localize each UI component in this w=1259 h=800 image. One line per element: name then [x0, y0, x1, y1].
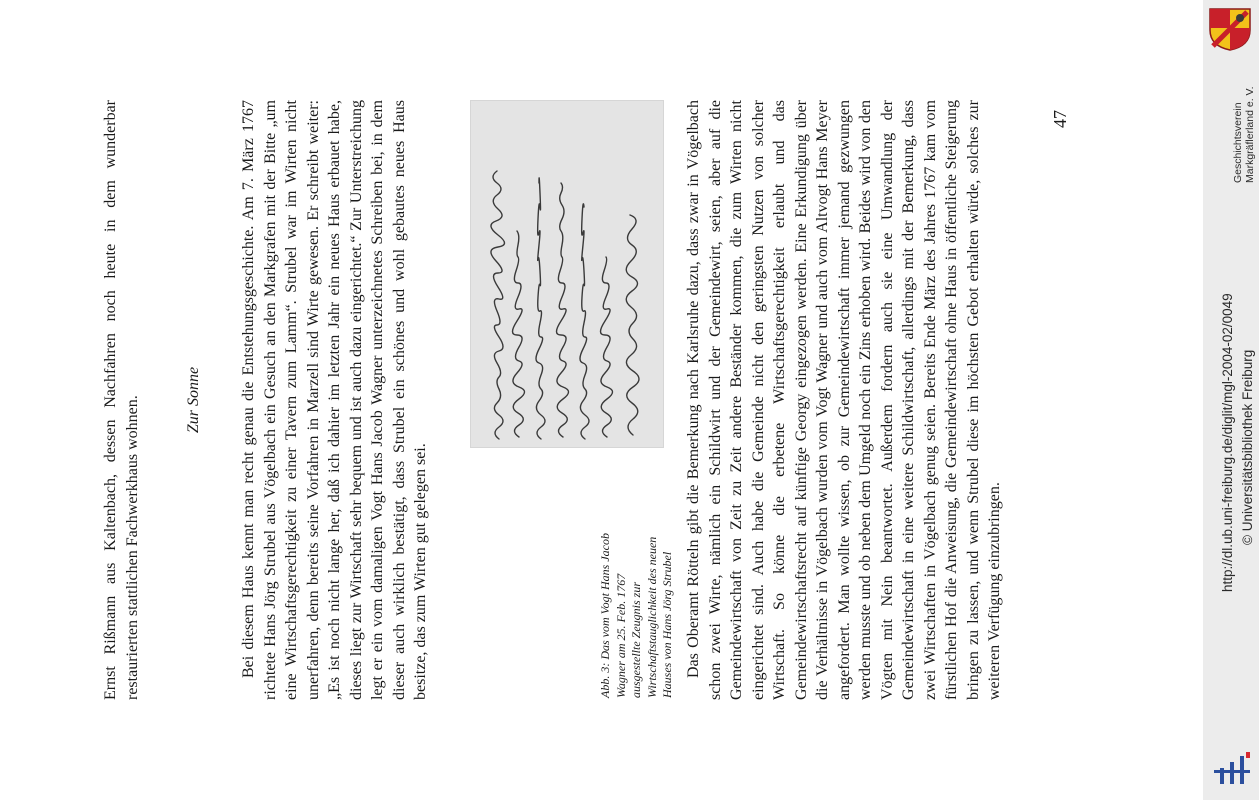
- society-name-line-2: Markgräflerland e. V.: [1244, 86, 1256, 183]
- section-heading: Zur Sonne: [185, 366, 202, 434]
- handwritten-document-image: [470, 100, 664, 448]
- copyright-notice: © Universitätsbibliothek Freiburg: [1240, 349, 1255, 545]
- coat-of-arms-icon: [1207, 6, 1253, 52]
- source-url-link[interactable]: http://dl.ub.uni-freiburg.de/diglit/mgl-2004-02/0049: [1220, 293, 1235, 592]
- university-library-logo-icon: [1210, 748, 1254, 792]
- society-name-line-1: Geschichtsverein: [1232, 102, 1244, 183]
- intro-paragraph: Ernst Rißmann aus Kaltenbach, dessen Nachfahren noch heute in dem wunderbar restaurierten stattlichen Fachwerkhaus wohnen.: [102, 100, 141, 700]
- page-number: 47: [1050, 110, 1070, 128]
- body-paragraph-1: Bei diesem Haus kennt man recht genau die Entstehungsgeschichte. Am 7. März 1767 richtete Hans Jörg Strubel aus Vögelbach ein Gesuch an den Markgrafen mit der Bitte „um eine Wirtschaftsgerechtigkeit zu einer Tavern zum Lamm“. Strubel war im Wirten nicht unerfahren, denn bereits seine Vorfahren in Marzell sind Wirte gewesen. Er schreibt weiter: „Es ist noch nicht lange her, daß ich dahier im letzten Jahr ein neues Haus erbauet habe, dieses liegt zur Wirtschaft sehr bequem und ist auch dazu eingerichtet.“ Zur Unterstreichung legt er ein vom damaligen Vogt Hans Jacob Wagner unterzeichnetes Schreiben bei, in dem dieser auch wirklich bestätigt, dass Strubel ein schönes und wohl gebautes neues Haus besitze, das zum Wirten gut gelegen sei.: [240, 100, 429, 700]
- handwriting-scan: [471, 101, 663, 447]
- figure-caption: Abb. 3: Das vom Vogt Hans Jacob Wagner am 25. Feb. 1767 ausgestellte Zeugnis zur Wirtschaftstauglichkeit des neuen Hauses von Hans Jörg Strubel: [598, 533, 674, 698]
- body-paragraph-2: Das Oberamt Rötteln gibt die Bemerkung nach Karlsruhe dazu, dass zwar in Vögelbach schon zwei Wirte, nämlich ein Schildwirt und der Gemeindewirt, seien, aber auf die Gemeindewirtschaft von Zeit zu Zeit andere Beständer kommen, die zum Wirten nicht eingerichtet sind. Auch habe die Gemeinde nicht den geringsten Nutzen von solcher Wirtschaft. So könne die erbetene Wirtschaftsgerechtigkeit erlaubt und das Gemeindewirtschaftsrecht auf künftige Georgy eingezogen werden. Eine Erkundigung über die Verhältnisse in Vögelbach wurden vom Vogt Wagner und auch vom Altvogt Hans Meyer angefordert. Man wollte wissen, ob zur Gemeindewirtschaft immer jemand gezwungen werden musste und ob neben dem Umgeld noch ein Zins erhoben wird. Beides wird von den Vögten mit Nein beantwortet. Außerdem fordern auch sie eine Umwandlung der Gemeindewirtschaft in eine weitere Schildwirtschaft, allerdings mit der Bemerkung, dass zwei Wirtschaften in Vögelbach genug seien. Bereits Ende März des Jahres 1767 kam vom fürstlichen Hof die Anweisung, die Gemeindewirtschaft ohne Haus in öffentliche Steigerung bringen zu lassen, und wenn Strubel diese im höchsten Gebot erhalten würde, solches zur weiteren Verfügung einzubringen.: [685, 100, 1003, 700]
